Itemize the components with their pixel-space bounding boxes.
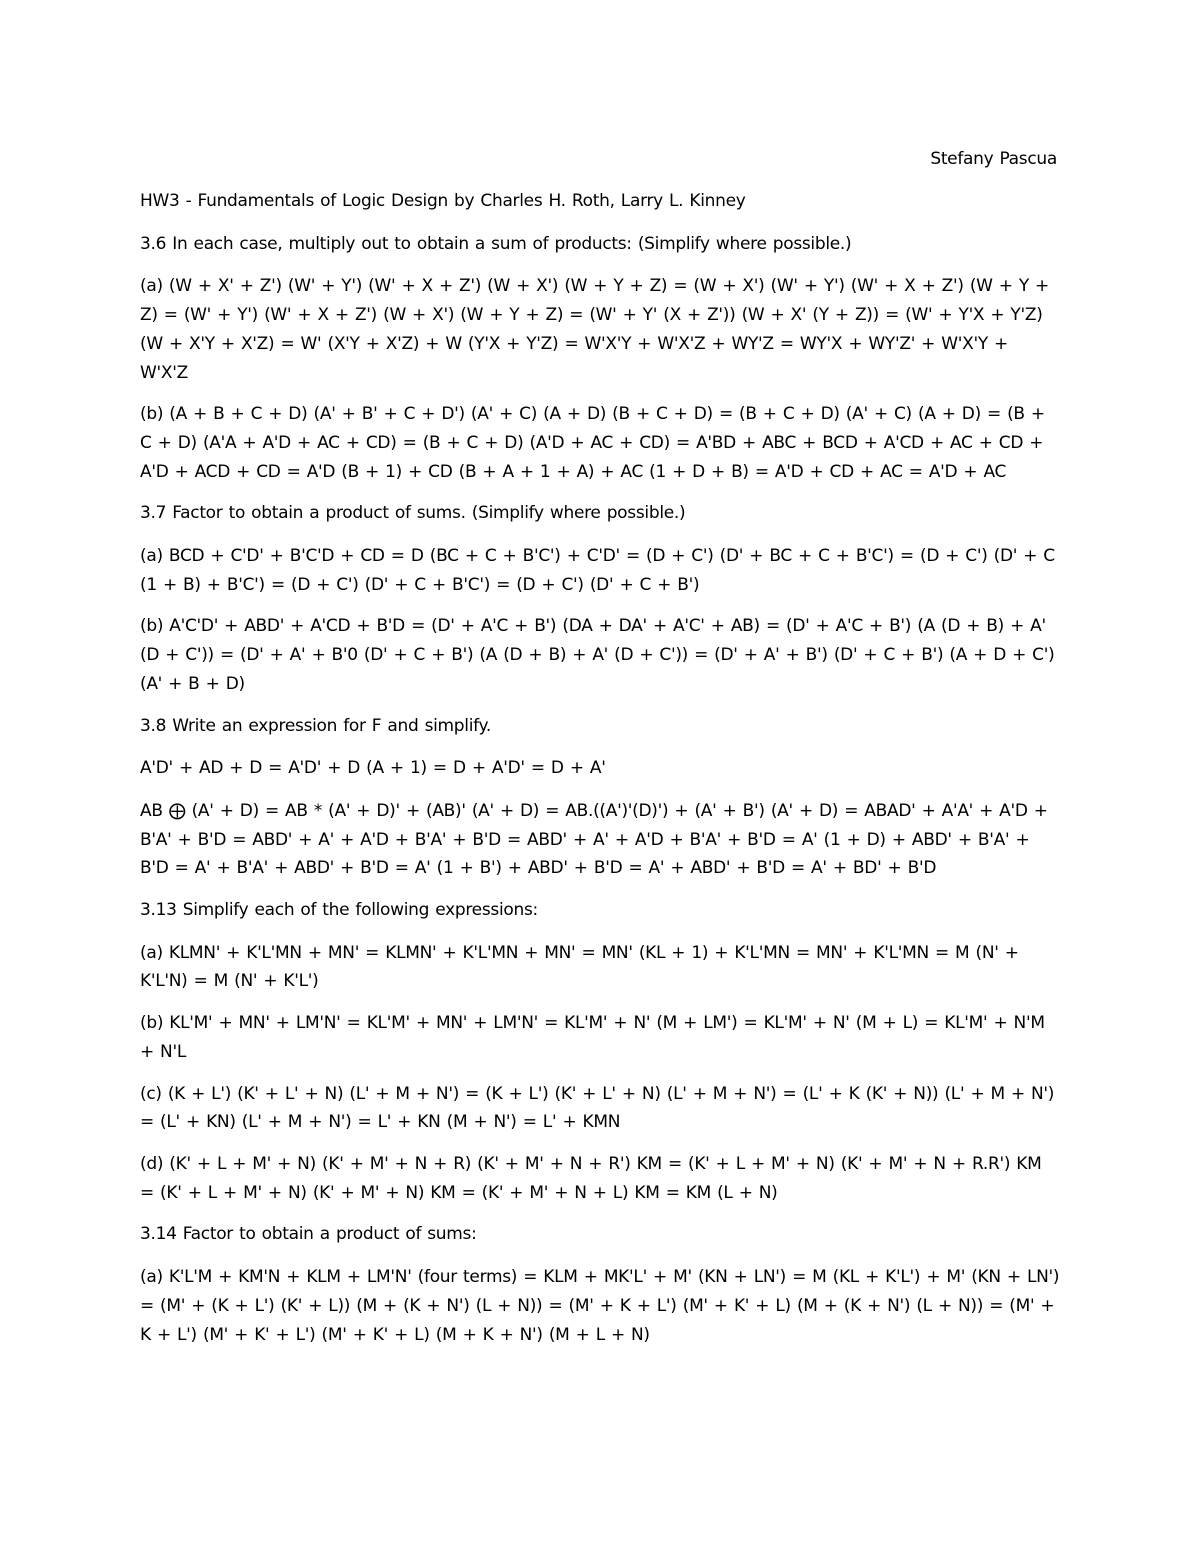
- solution-3-8-second: AB ⨁ (A' + D) = AB * (A' + D)' + (AB)' (A' + D) = AB.((A')'(D)') + (A' + B') (A' + D) = ABAD' + A'A' + A'D + B'A' + B'D = ABD' + A' + A'D + B'A' + B'D = ABD' + A' + A'D + B'A' + B'D = A' (1 + D) + ABD' + B'A' + B'D = A' + B'A' + ABD' + B'D = A' (1 + B') + ABD' + B'D = A' + ABD' + B'D = A' + BD' + B'D: [140, 800, 1048, 879]
- solution-3-13-a: (a) KLMN' + K'L'MN + MN' = KLMN' + K'L'MN + MN' = MN' (KL + 1) + K'L'MN = MN' + K'L'MN = M (N' + K'L'N) = M (N' + K'L'): [140, 942, 1019, 992]
- document-body: [140, 187, 1060, 1362]
- solution-3-7-a: (a) BCD + C'D' + B'C'D + CD = D (BC + C + B'C') + C'D' = (D + C') (D' + BC + C + B'C') = (D + C') (D' + C (1 + B) + B'C') = (D + C') (D' + C + B'C') = (D + C') (D' + C + B'): [140, 546, 1055, 595]
- solution-3-7-b: (b) A'C'D' + ABD' + A'CD + B'D = (D' + A'C + B') (DA + DA' + A'C' + AB) = (D' + A'C + B') (A (D + B) + A' (D + C')) = (D' + A' + B'0 (D' + C + B') (A (D + B) + A' (D + C')) = (D' + A' + B') (D' + C + B') (A + D + C') (A' + B + D): [140, 616, 1055, 694]
- problem-heading-3-13: 3.13 Simplify each of the following expressions:: [140, 900, 538, 921]
- author-name: Stefany Pascua: [930, 149, 1057, 169]
- solution-3-6-a: (a) (W + X' + Z') (W' + Y') (W' + X + Z') (W + X') (W + Y + Z) = (W + X') (W' + Y') (W' + X + Z') (W + Y + Z) = (W' + Y') (W' + X + Z') (W + X') (W + Y + Z) = (W' + Y' (X + Z')) (W + X' (Y + Z)) = (W' + Y'X + Y'Z) (W + X'Y + X'Z) = W' (X'Y + X'Z) + W (Y'X + Y'Z) = W'X'Y + W'X'Z + WY'Z = WY'X + WY'Z' + W'X'Y + W'X'Z: [140, 276, 1049, 383]
- problem-heading-3-8: 3.8 Write an expression for F and simplify.: [140, 715, 491, 736]
- problem-heading-3-7: 3.7 Factor to obtain a product of sums. (Simplify where possible.): [140, 503, 686, 524]
- solution-3-6-b: (b) (A + B + C + D) (A' + B' + C + D') (A' + C) (A + D) (B + C + D) = (B + C + D) (A' + C) (A + D) = (B + C + D) (A'A + A'D + AC + CD) = (B + C + D) (A'D + AC + CD) = A'BD + ABC + BCD + A'CD + AC + CD + A'D + ACD + CD = A'D (B + 1) + CD (B + A + 1 + A) + AC (1 + D + B) = A'D + CD + AC = A'D + AC: [140, 404, 1045, 482]
- solution-3-13-c: (c) (K + L') (K' + L' + N) (L' + M + N') = (K + L') (K' + L' + N) (L' + M + N') = (L' + K (K' + N)) (L' + M + N') = (L' + KN) (L' + M + N') = L' + KN (M + N') = L' + KMN: [140, 1083, 1055, 1133]
- solution-3-13-d: (d) (K' + L + M' + N) (K' + M' + N + R) (K' + M' + N + R') KM = (K' + L + M' + N) (K' + M' + N + R.R') KM = (K' + L + M' + N) (K' + M' + N) KM = (K' + M' + N + L) KM = KM (L + N): [140, 1153, 1042, 1203]
- solution-3-8-first: A'D' + AD + D = A'D' + D (A + 1) = D + A'D' = D + A': [140, 758, 606, 779]
- solution-3-13-b: (b) KL'M' + MN' + LM'N' = KL'M' + MN' + LM'N' = KL'M' + N' (M + LM') = KL'M' + N' (M + L) = KL'M' + N'M + N'L: [140, 1013, 1045, 1062]
- problem-heading-3-6: 3.6 In each case, multiply out to obtain a sum of products: (Simplify where possible.): [140, 233, 852, 254]
- document-title: HW3 - Fundamentals of Logic Design by Charles H. Roth, Larry L. Kinney: [140, 191, 746, 211]
- problem-heading-3-14: 3.14 Factor to obtain a product of sums:: [140, 1224, 477, 1245]
- solution-3-14-a: (a) K'L'M + KM'N + KLM + LM'N' (four terms) = KLM + MK'L' + M' (KN + LN') = M (KL + K'L') + M' (KN + LN') = (M' + (K + L') (K' + L)) (M + (K + N') (L + N)) = (M' + K + L') (M' + K' + L) (M + (K + N') (L + N)) = (M' + K + L') (M' + K' + L') (M' + K' + L) (M + K + N') (M + L + N): [140, 1267, 1060, 1345]
